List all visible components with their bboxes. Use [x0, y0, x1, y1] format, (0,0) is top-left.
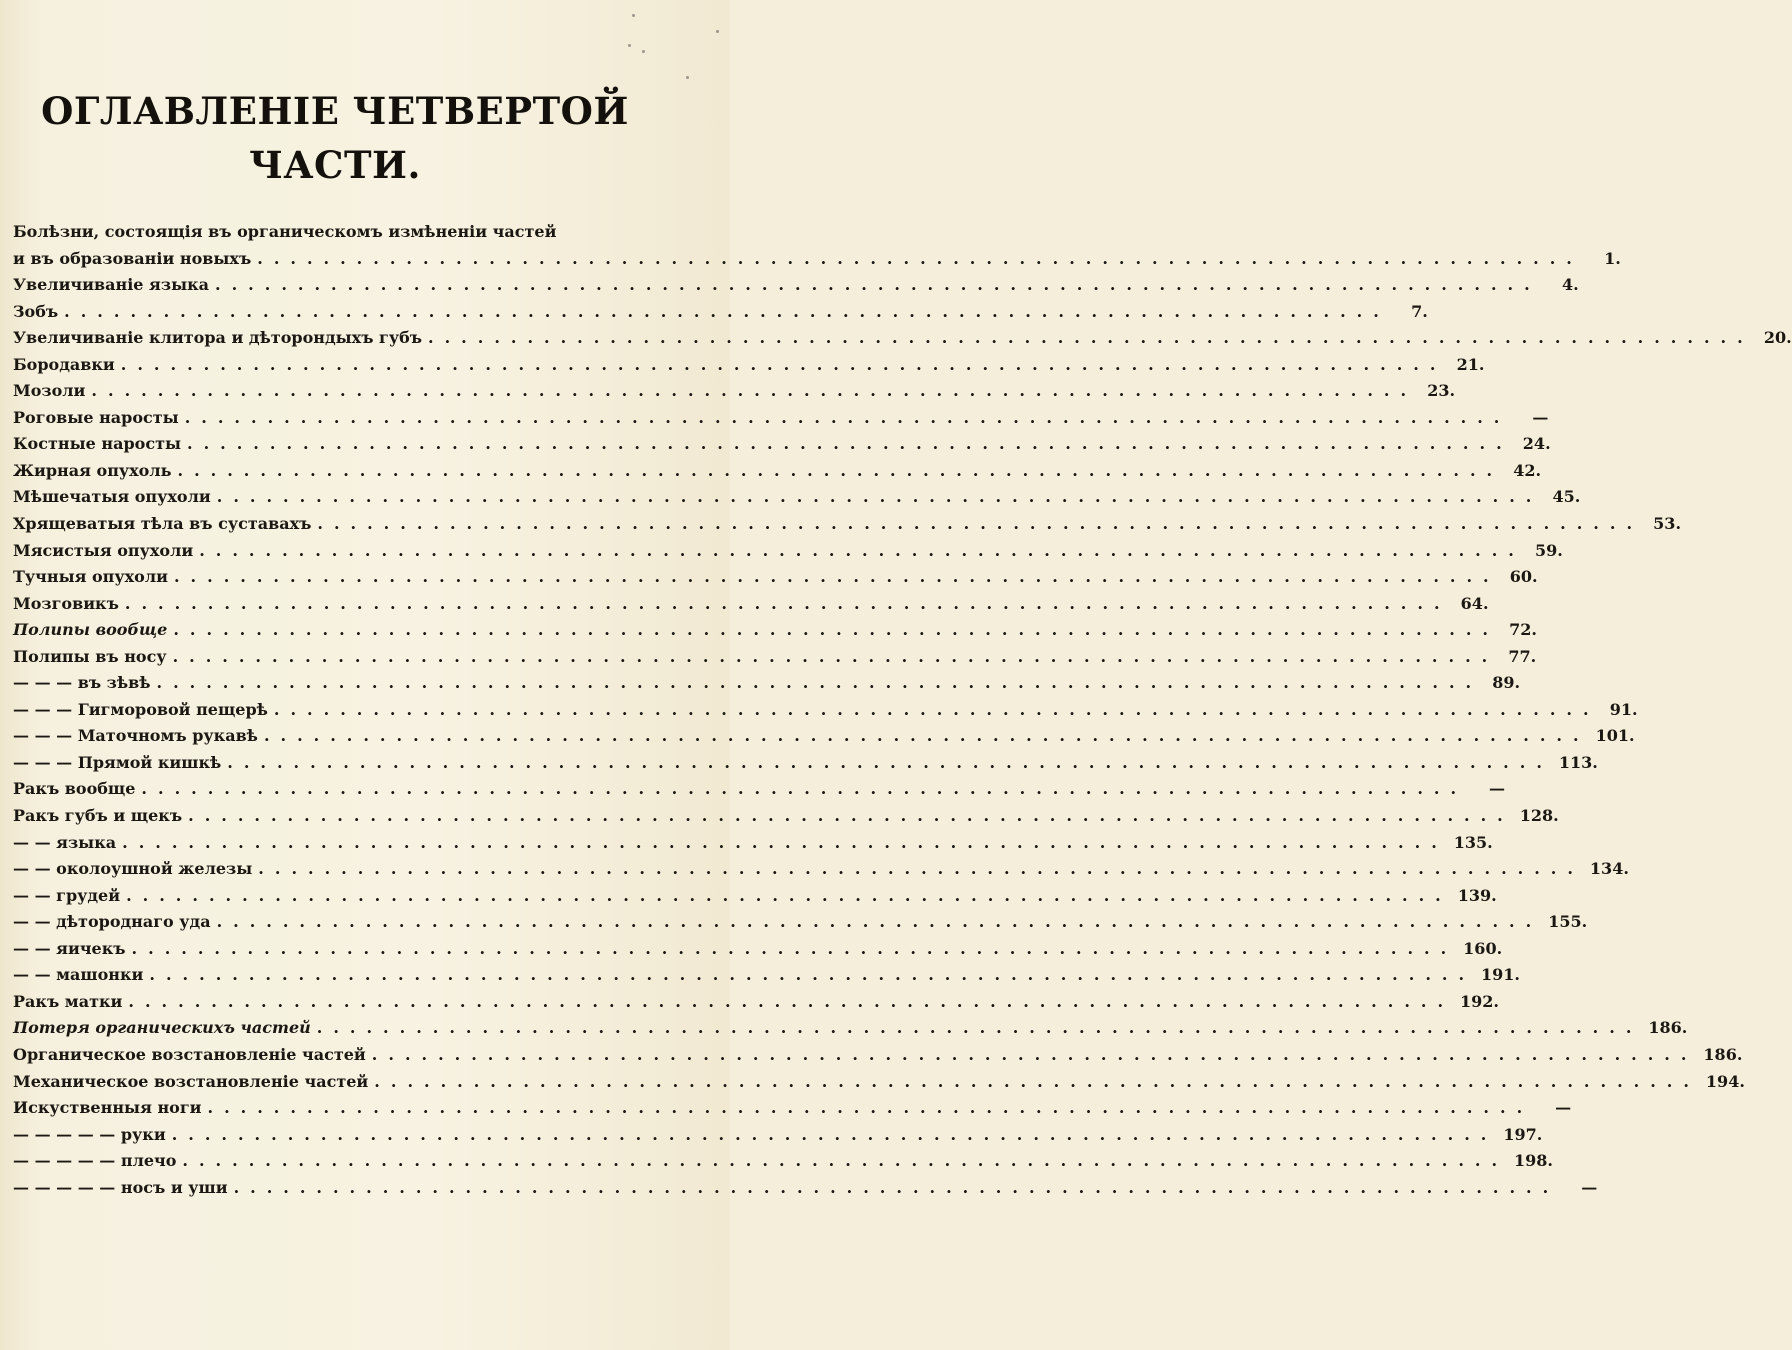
- toc-page-number: 155.: [1548, 912, 1588, 932]
- toc-entry: [13, 1069, 1745, 1096]
- toc-dot-leader: ................................................................................: [177, 460, 1504, 480]
- toc-entry-label: — — околоушной железы: [13, 859, 253, 879]
- toc-dot-leader: ................................................................................: [182, 1151, 1509, 1171]
- toc-entry: [13, 750, 1598, 777]
- toc-entry-label: Искуственныя ноги: [13, 1098, 202, 1118]
- toc-entry-label: — — дѣтороднаго уда: [13, 912, 211, 932]
- toc-dot-leader: ................................................................................: [122, 832, 1448, 852]
- toc-page-number: 135.: [1453, 832, 1493, 852]
- toc-entry: [13, 1148, 1553, 1175]
- toc-dot-leader: ................................................................................: [258, 859, 1584, 879]
- toc-dot-leader: ................................................................................: [187, 434, 1513, 454]
- toc-page-number: 191.: [1481, 965, 1520, 985]
- toc-entry: [13, 1122, 1543, 1149]
- toc-dot-leader: ................................................................................: [216, 487, 1543, 507]
- toc-entry-label: — — грудей: [13, 885, 121, 905]
- toc-dot-leader: ................................................................................: [131, 938, 1458, 958]
- toc-entry-label: — — — въ зѣвѣ: [13, 673, 151, 693]
- toc-dot-leader: ................................................................................: [371, 1044, 1698, 1064]
- toc-page-number: 160.: [1463, 938, 1503, 958]
- toc-page-number: 113.: [1558, 752, 1598, 772]
- toc-page-number: 101.: [1595, 726, 1635, 746]
- toc-dot-leader: ................................................................................: [91, 381, 1418, 401]
- toc-page-number: 72.: [1509, 620, 1537, 640]
- toc-entry: [13, 272, 1579, 299]
- toc-dot-leader: ................................................................................: [257, 248, 1583, 268]
- toc-entry-label: Увеличиваніе языка: [13, 275, 210, 295]
- toc-dot-leader: ................................................................................: [199, 540, 1525, 560]
- toc-dot-leader: ................................................................................: [273, 699, 1600, 719]
- toc-entry: [13, 1095, 1572, 1122]
- toc-entry-label: Ракъ матки: [13, 991, 123, 1011]
- toc-entry-label: Мозговикъ: [13, 593, 119, 613]
- toc-page-number: —: [1489, 779, 1506, 799]
- toc-page-number: 42.: [1513, 460, 1542, 480]
- toc-entry-label: — — — — — плечо: [13, 1151, 177, 1171]
- toc-page-number: 60.: [1509, 567, 1538, 587]
- toc-entry-label: Органическое возстановленіе частей: [13, 1044, 366, 1064]
- toc-dot-leader: ................................................................................: [64, 301, 1390, 321]
- toc-dot-leader: ................................................................................: [316, 1018, 1643, 1038]
- ink-speck: [686, 76, 689, 79]
- toc-dot-leader: ................................................................................: [126, 885, 1452, 905]
- toc-dot-leader: ................................................................................: [172, 646, 1499, 666]
- toc-page-number: 134.: [1589, 859, 1629, 879]
- toc-entry-label: Мозоли: [13, 381, 86, 401]
- toc-entry-label: — — — Маточномъ рукавѣ: [13, 726, 258, 746]
- toc-dot-leader: ................................................................................: [173, 567, 1500, 587]
- toc-entry-label: — — — — — руки: [13, 1124, 166, 1144]
- toc-entry-label: и въ образованіи новыхъ: [13, 248, 252, 268]
- toc-page-number: 192.: [1460, 991, 1499, 1011]
- toc-dot-leader: ................................................................................: [188, 806, 1514, 826]
- toc-page-number: 89.: [1492, 673, 1521, 693]
- title-line-1: ОГЛАВЛЕНІЕ ЧЕТВЕРТОЙ: [41, 89, 629, 133]
- toc-entry: [13, 776, 1506, 803]
- toc-dot-leader: ................................................................................: [124, 593, 1451, 613]
- toc-entry-label: Болѣзни, состоящія въ органическомъ измѣненіи частей: [13, 222, 557, 241]
- toc-entry: [13, 936, 1503, 963]
- toc-page-number: 45.: [1552, 487, 1581, 507]
- toc-entry: [13, 405, 1549, 432]
- toc-entry-label: Потеря органическихъ частей: [13, 1018, 311, 1038]
- toc-entry-label: Бородавки: [13, 354, 115, 374]
- toc-page-number: 128.: [1519, 806, 1559, 826]
- ink-speck: [716, 30, 719, 33]
- toc-entry: [13, 1015, 1688, 1042]
- toc-dot-leader: ................................................................................: [207, 1098, 1534, 1118]
- toc-entry-label: Механическое возстановленіе частей: [13, 1071, 369, 1091]
- toc-dot-leader: ................................................................................: [374, 1071, 1700, 1091]
- toc-dot-leader: ................................................................................: [428, 328, 1754, 348]
- toc-page-number: 24.: [1522, 434, 1551, 454]
- toc-page-number: 64.: [1460, 593, 1489, 613]
- toc-page-number: 59.: [1535, 540, 1563, 560]
- toc-entry: [13, 617, 1537, 644]
- toc-page-number: 77.: [1508, 646, 1537, 666]
- toc-dot-leader: ................................................................................: [263, 726, 1590, 746]
- toc-entry-label: Мясистыя опухоли: [13, 540, 194, 560]
- toc-entry: [13, 484, 1581, 511]
- toc-page-number: —: [1555, 1098, 1572, 1118]
- page-title: [0, 84, 670, 192]
- toc-entry: [13, 830, 1493, 857]
- toc-entry-label: Жирная опухоль: [13, 460, 172, 480]
- toc-entry-label: — — машонки: [13, 965, 144, 985]
- toc-dot-leader: ................................................................................: [215, 275, 1541, 295]
- toc-entry: [13, 989, 1499, 1016]
- toc-page-number: 194.: [1705, 1071, 1745, 1091]
- toc-entry: [13, 564, 1538, 591]
- ink-speck: [628, 44, 631, 47]
- toc-entry-label: — — языка: [13, 832, 117, 852]
- toc-entry-label: Ракъ губъ и щекъ: [13, 806, 183, 826]
- toc-page-number: 23.: [1427, 381, 1456, 401]
- toc-entry-label: — — — Прямой кишкѣ: [13, 752, 222, 772]
- toc-entry-label: Зобъ: [13, 301, 59, 321]
- toc-entry: [13, 883, 1497, 910]
- toc-dot-leader: ................................................................................: [171, 1124, 1498, 1144]
- toc-entry-label: — — яичекъ: [13, 938, 126, 958]
- toc-entry: [13, 431, 1551, 458]
- toc-entry: [13, 378, 1456, 405]
- toc-entry-label: Хрящеватыя тѣла въ суставахъ: [13, 514, 312, 534]
- toc-entry: [13, 644, 1537, 671]
- toc-dot-leader: ................................................................................: [128, 991, 1455, 1011]
- toc-dot-leader: ................................................................................: [184, 407, 1511, 427]
- toc-page-number: 21.: [1456, 354, 1485, 374]
- toc-entry: [13, 325, 1792, 352]
- toc-page-number: 197.: [1503, 1124, 1543, 1144]
- toc-dot-leader: ................................................................................: [216, 912, 1543, 932]
- toc-page-number: 186.: [1703, 1044, 1743, 1064]
- toc-entry: [13, 246, 1621, 273]
- toc-entry: [13, 591, 1489, 618]
- toc-page-number: 4.: [1561, 275, 1579, 295]
- toc-dot-leader: ................................................................................: [317, 514, 1644, 534]
- ink-speck: [632, 14, 635, 17]
- toc-dot-leader: ................................................................................: [141, 779, 1468, 799]
- toc-entry: [13, 299, 1428, 326]
- toc-entry: [13, 352, 1485, 379]
- toc-dot-leader: ................................................................................: [173, 620, 1499, 640]
- toc-dot-leader: ................................................................................: [149, 965, 1476, 985]
- ink-speck: [642, 50, 645, 53]
- toc-entry: [13, 803, 1559, 830]
- toc-page-number: 186.: [1648, 1018, 1688, 1038]
- toc-entry-label: Полипы вообще: [13, 620, 168, 640]
- toc-entry-label: Роговые наросты: [13, 407, 179, 427]
- toc-entry-label: Полипы въ носу: [13, 646, 167, 666]
- toc-dot-leader: ................................................................................: [120, 354, 1447, 374]
- toc-dot-leader: ................................................................................: [156, 673, 1483, 693]
- toc-page-number: 198.: [1514, 1151, 1553, 1171]
- toc-entry: [13, 856, 1629, 883]
- toc-entry: [13, 962, 1520, 989]
- toc-page-number: —: [1581, 1177, 1598, 1197]
- toc-entry: [13, 511, 1682, 538]
- toc-page-number: 20.: [1763, 328, 1792, 348]
- toc-entry: [13, 458, 1542, 485]
- toc-dot-leader: ................................................................................: [227, 752, 1553, 772]
- toc-entry-label: Костные наросты: [13, 434, 182, 454]
- toc-entry: [13, 219, 673, 246]
- toc-entry-label: Увеличиваніе клитора и дѣторондыхъ губъ: [13, 328, 423, 348]
- title-line-2: ЧАСТИ.: [249, 143, 421, 187]
- toc-entry-label: — — — Гигморовой пещерѣ: [13, 699, 268, 719]
- toc-entry: [13, 1175, 1598, 1202]
- toc-entry: [13, 909, 1588, 936]
- toc-entry-label: Ракъ вообще: [13, 779, 136, 799]
- toc-page-number: 1.: [1604, 248, 1621, 268]
- toc-entry-label: — — — — — носъ и уши: [13, 1177, 228, 1197]
- toc-entry: [13, 538, 1563, 565]
- toc-entry-label: Мѣшечатыя опухоли: [13, 487, 211, 507]
- toc-page-number: 7.: [1411, 301, 1428, 321]
- toc-entry: [13, 1042, 1743, 1069]
- toc-dot-leader: ................................................................................: [233, 1177, 1560, 1197]
- toc-entry: [13, 723, 1635, 750]
- toc-page-number: —: [1532, 407, 1549, 427]
- toc-entry: [13, 670, 1521, 697]
- toc-entry: [13, 697, 1638, 724]
- table-of-contents: [13, 219, 1792, 1201]
- toc-page-number: 139.: [1457, 885, 1497, 905]
- toc-page-number: 91.: [1609, 699, 1638, 719]
- toc-page-number: 53.: [1653, 514, 1682, 534]
- toc-entry-label: Тучныя опухоли: [13, 567, 168, 587]
